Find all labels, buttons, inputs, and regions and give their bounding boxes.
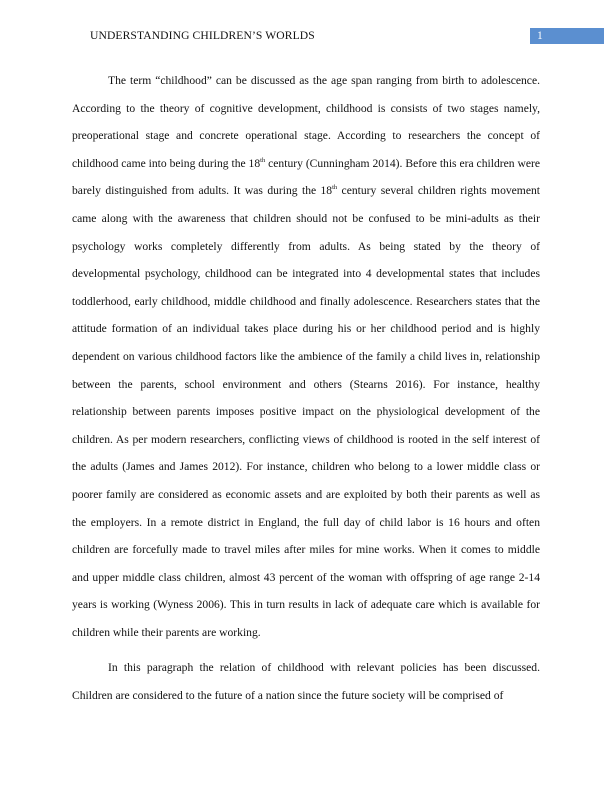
paragraph-text-segment: In this paragraph the relation of childhood with relevant policies has been discussed. Children are considered to the future of a nation since the future society will be comprised of (72, 661, 540, 703)
superscript-ordinal: th (260, 156, 266, 164)
paragraph-text-segment: century several children rights movement came along with the awareness that children should not be confused to be mini-adults as their psychology works completely differently from adults. As being stated by the theory of developmental psychology, childhood can be integrated into 4 developmental states that includes toddlerhood, early childhood, middle childhood and finally adolescence. Researchers states that the attitude formation of an individual takes place during his or her childhood period and is highly dependent on various childhood factors like the ambience of the family a child lives in, relationship between the parents, school environment and others (Stearns 2016). For instance, healthy relationship between parents imposes positive impact on the physiological development of the children. As per modern researchers, conflicting views of childhood is rooted in the self interest of the adults (James and James 2012). For instance, children who belong to a lower middle class or poorer family are considered as economic assets and are exploited by both their parents as well as the employers. In a remote district in England, the full day of child labor is 16 hours and often children are forcefully made to travel miles after miles for mine works. When it comes to middle and upper middle class children, almost 43 percent of the woman with offspring of age range 2-14 years is working (Wyness 2006). This in turn results in lack of adequate care which is available for children while their parents are working. (72, 184, 540, 639)
body-text (72, 67, 540, 710)
paragraph-childhood-policies (72, 654, 540, 709)
superscript-ordinal: th (332, 184, 338, 192)
page-number: 1 (537, 29, 543, 42)
page-number-box (530, 28, 604, 44)
paragraph-text-segment: The term “childhood” can be discussed as the age span ranging from birth to adolescence. According to the theory of cognitive development, childhood is consists of two stages namely, preoperational stage and concrete operational stage. According to researchers the concept of childhood came into being during the 18 (72, 74, 540, 170)
paragraph-text-segment: century (Cunningham 2014). Before this era children were barely distinguished from adults. It was during the 18 (72, 156, 540, 198)
running-head: UNDERSTANDING CHILDREN’S WORLDS (90, 29, 315, 42)
paragraph-childhood-definition (72, 67, 540, 646)
